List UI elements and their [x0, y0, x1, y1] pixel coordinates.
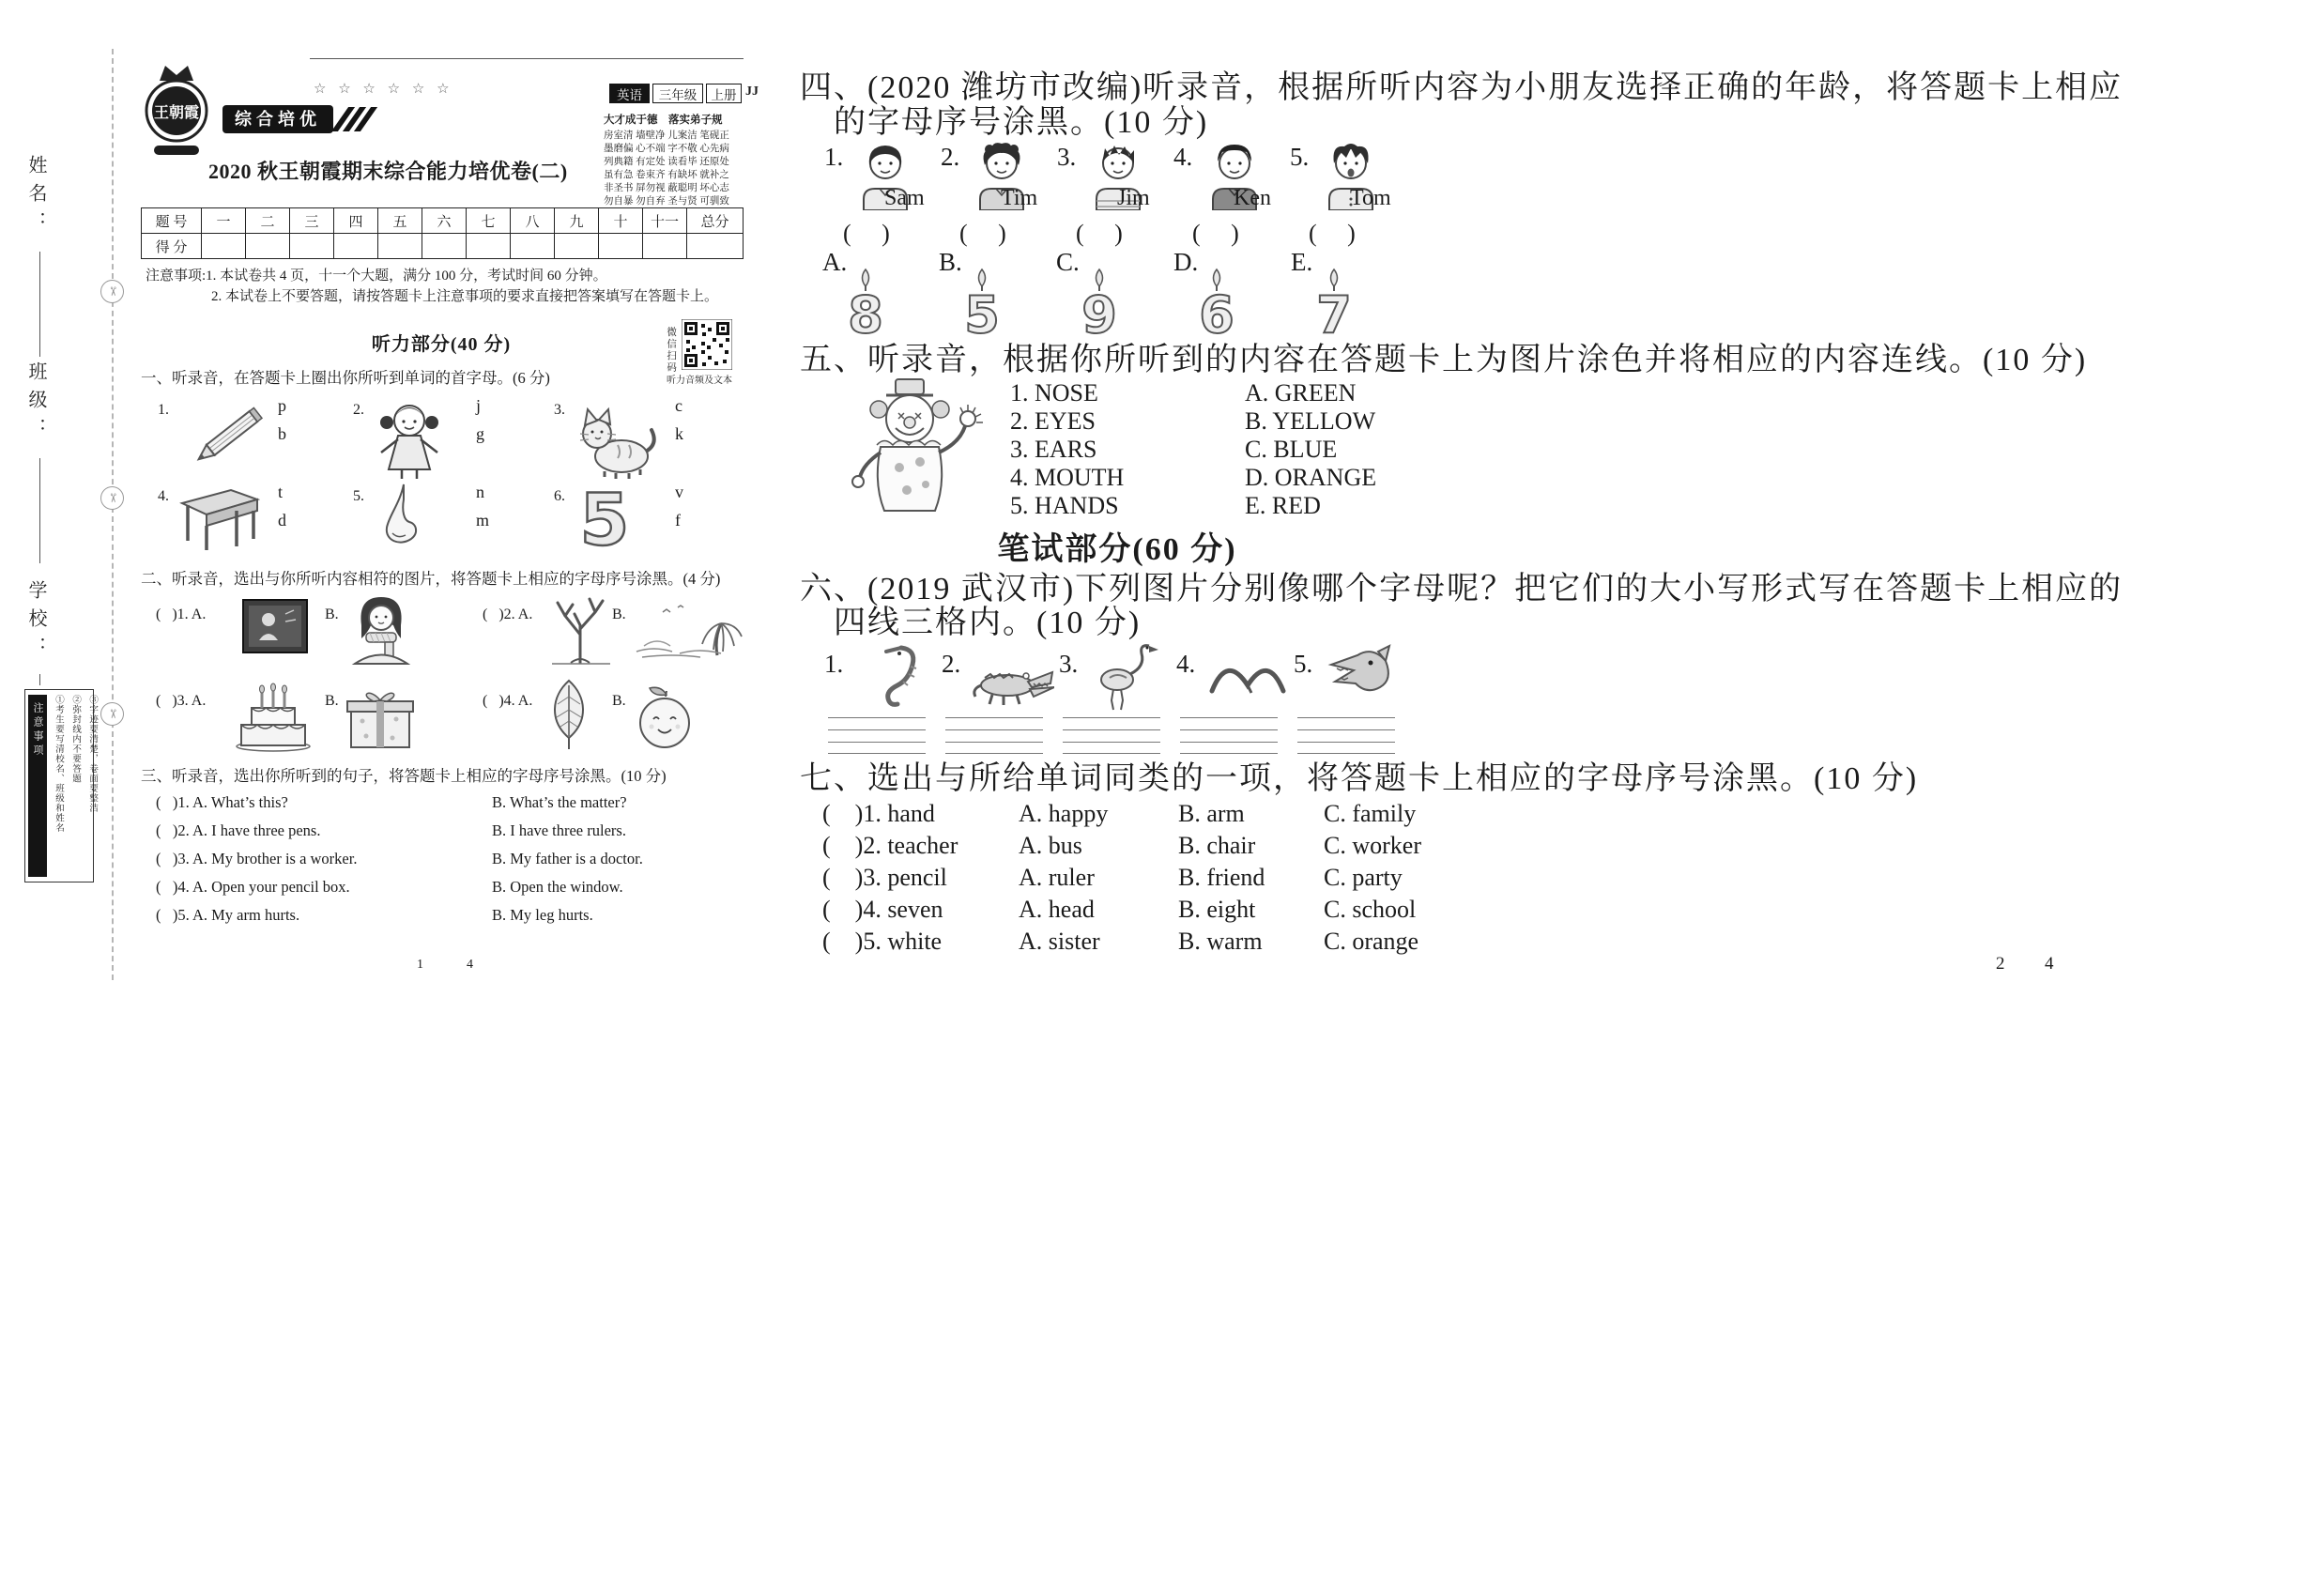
q7-option-a: A. ruler: [1019, 864, 1095, 891]
qr-caption: 听力音频及文本: [667, 376, 732, 386]
candle-number-image: [1188, 267, 1245, 338]
q2-item-stem: ( )2. A.: [483, 606, 533, 622]
girl-image: [376, 394, 443, 481]
svg-text:王朝霞: 王朝霞: [153, 105, 200, 121]
question-1-title: 一、听录音，在答题卡上圈出你所听到单词的首字母。(6 分): [141, 369, 550, 387]
dark-poster-image: [242, 599, 308, 653]
q1-letter-bottom: k: [675, 424, 683, 443]
score-col-header: 四: [334, 208, 378, 234]
q5-color-item: B. YELLOW: [1245, 407, 1376, 435]
score-cell: [687, 234, 744, 259]
q4-age-letter: D.: [1173, 248, 1199, 276]
q4-age-letter: C.: [1056, 248, 1080, 276]
q3-row-stem: ( )5. A. My arm hurts.: [156, 906, 300, 924]
q5-color-item: E. RED: [1245, 492, 1321, 519]
exam-note-line1: 注意事项:1. 本试卷共 4 页，十一个大题，满分 100 分，考试时间 60 分钟。: [146, 269, 607, 284]
svg-text:8: 8: [848, 285, 883, 338]
q5-part-item: 1. NOSE: [1010, 379, 1098, 407]
q5-part-item: 3. EARS: [1010, 436, 1097, 463]
page-total: 4: [467, 958, 473, 972]
cat-image: [573, 400, 659, 479]
q7-row-stem: ( )5. white: [822, 928, 943, 955]
seahorse-image: [854, 642, 937, 712]
page-number: 2: [1996, 954, 2005, 974]
score-cell: [511, 234, 555, 259]
margin-notice-title: 注意事项: [28, 695, 47, 877]
page-total: 4: [2045, 954, 2054, 974]
q4-kid-name: Sam: [884, 186, 925, 210]
margin-notice-item: ③字迹要清楚，卷面要整洁: [87, 695, 98, 813]
q1-letter-top: v: [675, 483, 683, 501]
q5-part-item: 4. MOUTH: [1010, 464, 1125, 491]
q1-item-number: 5.: [353, 488, 364, 504]
flying-bird-image: [1206, 642, 1289, 712]
q4-kid-number: 4.: [1173, 143, 1193, 171]
brand-logo: [133, 60, 220, 158]
score-col-header: 一: [202, 208, 246, 234]
page-number: 1: [417, 958, 423, 972]
question-3-title: 三、听录音，选出你所听到的句子，将答题卡上相应的字母序号涂黑。(10 分): [141, 767, 667, 785]
q5-color-item: C. BLUE: [1245, 436, 1338, 463]
score-cell: [246, 234, 290, 259]
pencil-image: [180, 398, 270, 479]
motto-line: 非圣书 屏勿视 蔽聪明 坏心志: [604, 183, 729, 193]
question-7-title: 七、选出与所给单词同类的一项，将答题卡上相应的字母序号涂黑。(10 分): [800, 761, 1919, 796]
class-blank-line: [39, 458, 40, 563]
q1-letter-top: t: [278, 483, 284, 501]
q6-item-number: 5.: [1294, 650, 1313, 678]
q7-option-a: A. head: [1019, 896, 1095, 923]
svg-text:9: 9: [1081, 285, 1117, 338]
writing-grid: [828, 717, 926, 754]
woman-scarf-image: [349, 591, 413, 665]
q4-kid-name: Jim: [1117, 186, 1150, 210]
q7-row-stem: ( )4. seven: [822, 896, 943, 923]
q2-item-stem: ( )1. A.: [156, 606, 207, 622]
q1-item-number: 1.: [158, 402, 169, 418]
q3-row-stem: ( )1. A. What’s this?: [156, 793, 288, 811]
q1-letter-top: n: [476, 483, 484, 501]
binding-cut-line: [112, 49, 114, 980]
header-stars: ☆ ☆ ☆ ☆ ☆ ☆: [314, 80, 453, 97]
q3-row-option-b: B. My leg hurts.: [492, 906, 593, 924]
q2-option-b-label: B.: [612, 693, 626, 709]
q1-letter-bottom: b: [278, 424, 286, 443]
q4-answer-bracket: ( ): [959, 220, 1006, 247]
flamingo-image: [1089, 642, 1172, 712]
q4-age-letter: A.: [822, 248, 848, 276]
margin-notice-item: ②弥封线内不要答题: [70, 695, 81, 784]
exam-note-line2: 2. 本试卷上不要答题，请按答题卡上注意事项的要求直接把答案填写在答题卡上。: [211, 289, 719, 304]
score-cell: [422, 234, 467, 259]
written-section-title: 笔试部分(60 分): [997, 532, 1237, 567]
q7-option-b: B. arm: [1178, 800, 1245, 827]
svg-text:7: 7: [1316, 285, 1352, 338]
q4-kid-number: 5.: [1290, 143, 1310, 171]
q3-row-stem: ( )3. A. My brother is a worker.: [156, 850, 358, 867]
writing-grid: [1180, 717, 1278, 754]
q4-kid-name: Ken: [1234, 186, 1271, 210]
q7-option-b: B. warm: [1178, 928, 1263, 955]
birthday-cake-image: [233, 678, 314, 753]
writing-grid: [1063, 717, 1160, 754]
candle-number-image: [837, 267, 894, 338]
score-col-header: 总分: [687, 208, 744, 234]
writing-grid: [945, 717, 1043, 754]
svg-text:5: 5: [579, 478, 630, 556]
score-cell: [290, 234, 334, 259]
willow-scene-image: [635, 599, 745, 661]
motto-heading: 大才成于德 落实弟子规: [604, 115, 723, 126]
q1-item-number: 4.: [158, 488, 169, 504]
desk-image: [178, 483, 261, 552]
q3-row-stem: ( )4. A. Open your pencil box.: [156, 878, 350, 896]
q6-item-number: 2.: [942, 650, 961, 678]
q3-row-option-b: B. What’s the matter?: [492, 793, 627, 811]
question-2-title: 二、听录音，选出与你所听内容相符的图片，将答题卡上相应的字母序号涂黑。(4 分): [141, 570, 721, 588]
q1-letter-bottom: f: [675, 511, 681, 529]
clown-image: [820, 377, 999, 516]
q2-option-b-label: B.: [612, 606, 626, 622]
candle-number-image: [1306, 267, 1362, 338]
score-col-header: 七: [467, 208, 511, 234]
q1-letter-bottom: d: [278, 511, 286, 529]
q1-item-number: 6.: [554, 488, 565, 504]
q1-item-number: 2.: [353, 402, 364, 418]
q2-item-stem: ( )4. A.: [483, 693, 533, 709]
q6-item-number: 1.: [824, 650, 844, 678]
motto-line: 勿自暴 勿自弃 圣与贤 可驯致: [604, 196, 729, 207]
q2-option-b-label: B.: [325, 693, 339, 709]
question-5-title: 五、听录音，根据你所听到的内容在答题卡上为图片涂色并将相应的内容连线。(10 分): [800, 343, 2088, 377]
q3-row-option-b: B. I have three rulers.: [492, 821, 626, 839]
q7-option-a: A. sister: [1019, 928, 1100, 955]
q7-option-b: B. friend: [1178, 864, 1265, 891]
school-blank-line: [39, 674, 40, 685]
subject-badge: 英语: [609, 84, 650, 103]
q4-age-letter: E.: [1291, 248, 1313, 276]
score-col-header: 八: [511, 208, 555, 234]
q5-color-item: D. ORANGE: [1245, 464, 1377, 491]
q4-kid-number: 2.: [941, 143, 960, 171]
score-col-header: 十一: [643, 208, 687, 234]
motto-line: 虽有急 卷束齐 有缺坏 就补之: [604, 170, 729, 180]
q1-letter-bottom: g: [476, 424, 484, 443]
writing-grid: [1297, 717, 1395, 754]
q7-option-c: C. family: [1324, 800, 1417, 827]
score-cell: [599, 234, 643, 259]
motto-line: 房室清 墙壁净 儿案洁 笔砚正: [604, 130, 729, 141]
q7-row-stem: ( )2. teacher: [822, 832, 958, 859]
score-cell: [202, 234, 246, 259]
score-cell: [643, 234, 687, 259]
q7-option-a: A. bus: [1019, 832, 1082, 859]
score-col-header: 六: [422, 208, 467, 234]
gift-box-image: [345, 683, 415, 751]
q7-option-c: C. party: [1324, 864, 1403, 891]
edition-code: JJ: [745, 84, 759, 99]
class-label: 班级：: [25, 361, 46, 446]
scissors-icon: ✂: [100, 280, 124, 303]
q4-answer-bracket: ( ): [1076, 220, 1123, 247]
score-col-header: 三: [290, 208, 334, 234]
scissors-icon: ✂: [100, 486, 124, 510]
q7-option-c: C. orange: [1324, 928, 1419, 955]
margin-notice-box: [24, 689, 98, 882]
paper-title: 2020 秋王朝霞期末综合能力培优卷(二): [208, 160, 568, 183]
q7-option-b: B. eight: [1178, 896, 1256, 923]
q1-letter-top: j: [476, 396, 482, 415]
q7-row-stem: ( )3. pencil: [822, 864, 947, 891]
student-name-blank-line: [39, 252, 40, 357]
score-col-header: 九: [555, 208, 599, 234]
series-banner: 综合培优: [222, 105, 333, 133]
score-row-header: 题 号: [142, 208, 202, 234]
score-col-header: 十: [599, 208, 643, 234]
header-rule: [310, 58, 744, 59]
listening-section-title: 听力部分(40 分): [371, 334, 512, 355]
crocodile-image: [972, 642, 1054, 712]
q4-kid-name: Tom: [1350, 186, 1391, 210]
svg-text:6: 6: [1199, 285, 1234, 338]
motto-line: 墨磨偏 心不端 字不敬 心先病: [604, 144, 729, 154]
score-row-header: 得 分: [142, 234, 202, 259]
score-table: [141, 207, 744, 259]
q6-item-number: 4.: [1176, 650, 1196, 678]
q7-option-a: A. happy: [1019, 800, 1109, 827]
score-cell: [334, 234, 378, 259]
score-cell: [467, 234, 511, 259]
q7-row-stem: ( )1. hand: [822, 800, 935, 827]
q5-part-item: 2. EYES: [1010, 407, 1096, 435]
q1-item-number: 3.: [554, 402, 565, 418]
score-cell: [555, 234, 599, 259]
question-4-title-line1: 四、(2020 潍坊市改编)听录音，根据所听内容为小朋友选择正确的年龄，将答题卡上相应: [800, 70, 2124, 105]
candle-number-image: [954, 267, 1010, 338]
q4-kid-number: 3.: [1057, 143, 1077, 171]
bare-tree-image: [550, 591, 612, 665]
margin-notice-item: ①考生要写清校名、班级和姓名: [54, 695, 64, 833]
number-five-image: [578, 477, 631, 556]
question-6-title-line1: 六、(2019 武汉市)下列图片分别像哪个字母呢？把它们的大小写形式写在答题卡上相应的: [800, 572, 2124, 606]
q3-row-option-b: B. My father is a doctor.: [492, 850, 643, 867]
question-6-title-line2: 四线三格内。(10 分): [834, 606, 1142, 640]
peach-image: [635, 683, 695, 749]
q4-answer-bracket: ( ): [1192, 220, 1239, 247]
motto-line: 列典籍 有定处 读看毕 还原处: [604, 157, 729, 167]
q7-option-c: C. worker: [1324, 832, 1421, 859]
student-name-label: 姓名：: [25, 155, 46, 239]
wolf-head-image: [1324, 642, 1406, 712]
q6-item-number: 3.: [1059, 650, 1079, 678]
volume-badge: 上册: [706, 84, 742, 103]
score-col-header: 二: [246, 208, 290, 234]
q4-kid-number: 1.: [824, 143, 844, 171]
q7-option-c: C. school: [1324, 896, 1417, 923]
q3-row-option-b: B. Open the window.: [492, 878, 623, 896]
candle-number-image: [1071, 267, 1127, 338]
grade-badge: 三年级: [652, 84, 703, 103]
q1-letter-top: c: [675, 396, 682, 415]
q1-letter-top: p: [278, 396, 286, 415]
scissors-icon: ✂: [100, 702, 124, 726]
qr-side-label: 微信扫码: [666, 327, 677, 374]
q5-color-item: A. GREEN: [1245, 379, 1357, 407]
leaf-image: [546, 678, 591, 751]
question-4-title-line2: 的字母序号涂黑。(10 分): [834, 105, 1209, 140]
q1-letter-bottom: m: [476, 511, 490, 529]
q2-item-stem: ( )3. A.: [156, 693, 207, 709]
q4-kid-name: Tim: [1001, 186, 1038, 210]
q4-answer-bracket: ( ): [1309, 220, 1356, 247]
margin-notice-items: [50, 695, 100, 877]
score-col-header: 五: [378, 208, 422, 234]
q7-option-b: B. chair: [1178, 832, 1256, 859]
svg-text:5: 5: [964, 285, 1000, 338]
score-cell: [378, 234, 422, 259]
q2-option-b-label: B.: [325, 606, 339, 622]
nose-image: [377, 481, 426, 550]
q4-age-letter: B.: [939, 248, 962, 276]
school-label: 学校：: [25, 580, 46, 665]
q4-answer-bracket: ( ): [843, 220, 890, 247]
q3-row-stem: ( )2. A. I have three pens.: [156, 821, 321, 839]
q5-part-item: 5. HANDS: [1010, 492, 1119, 519]
